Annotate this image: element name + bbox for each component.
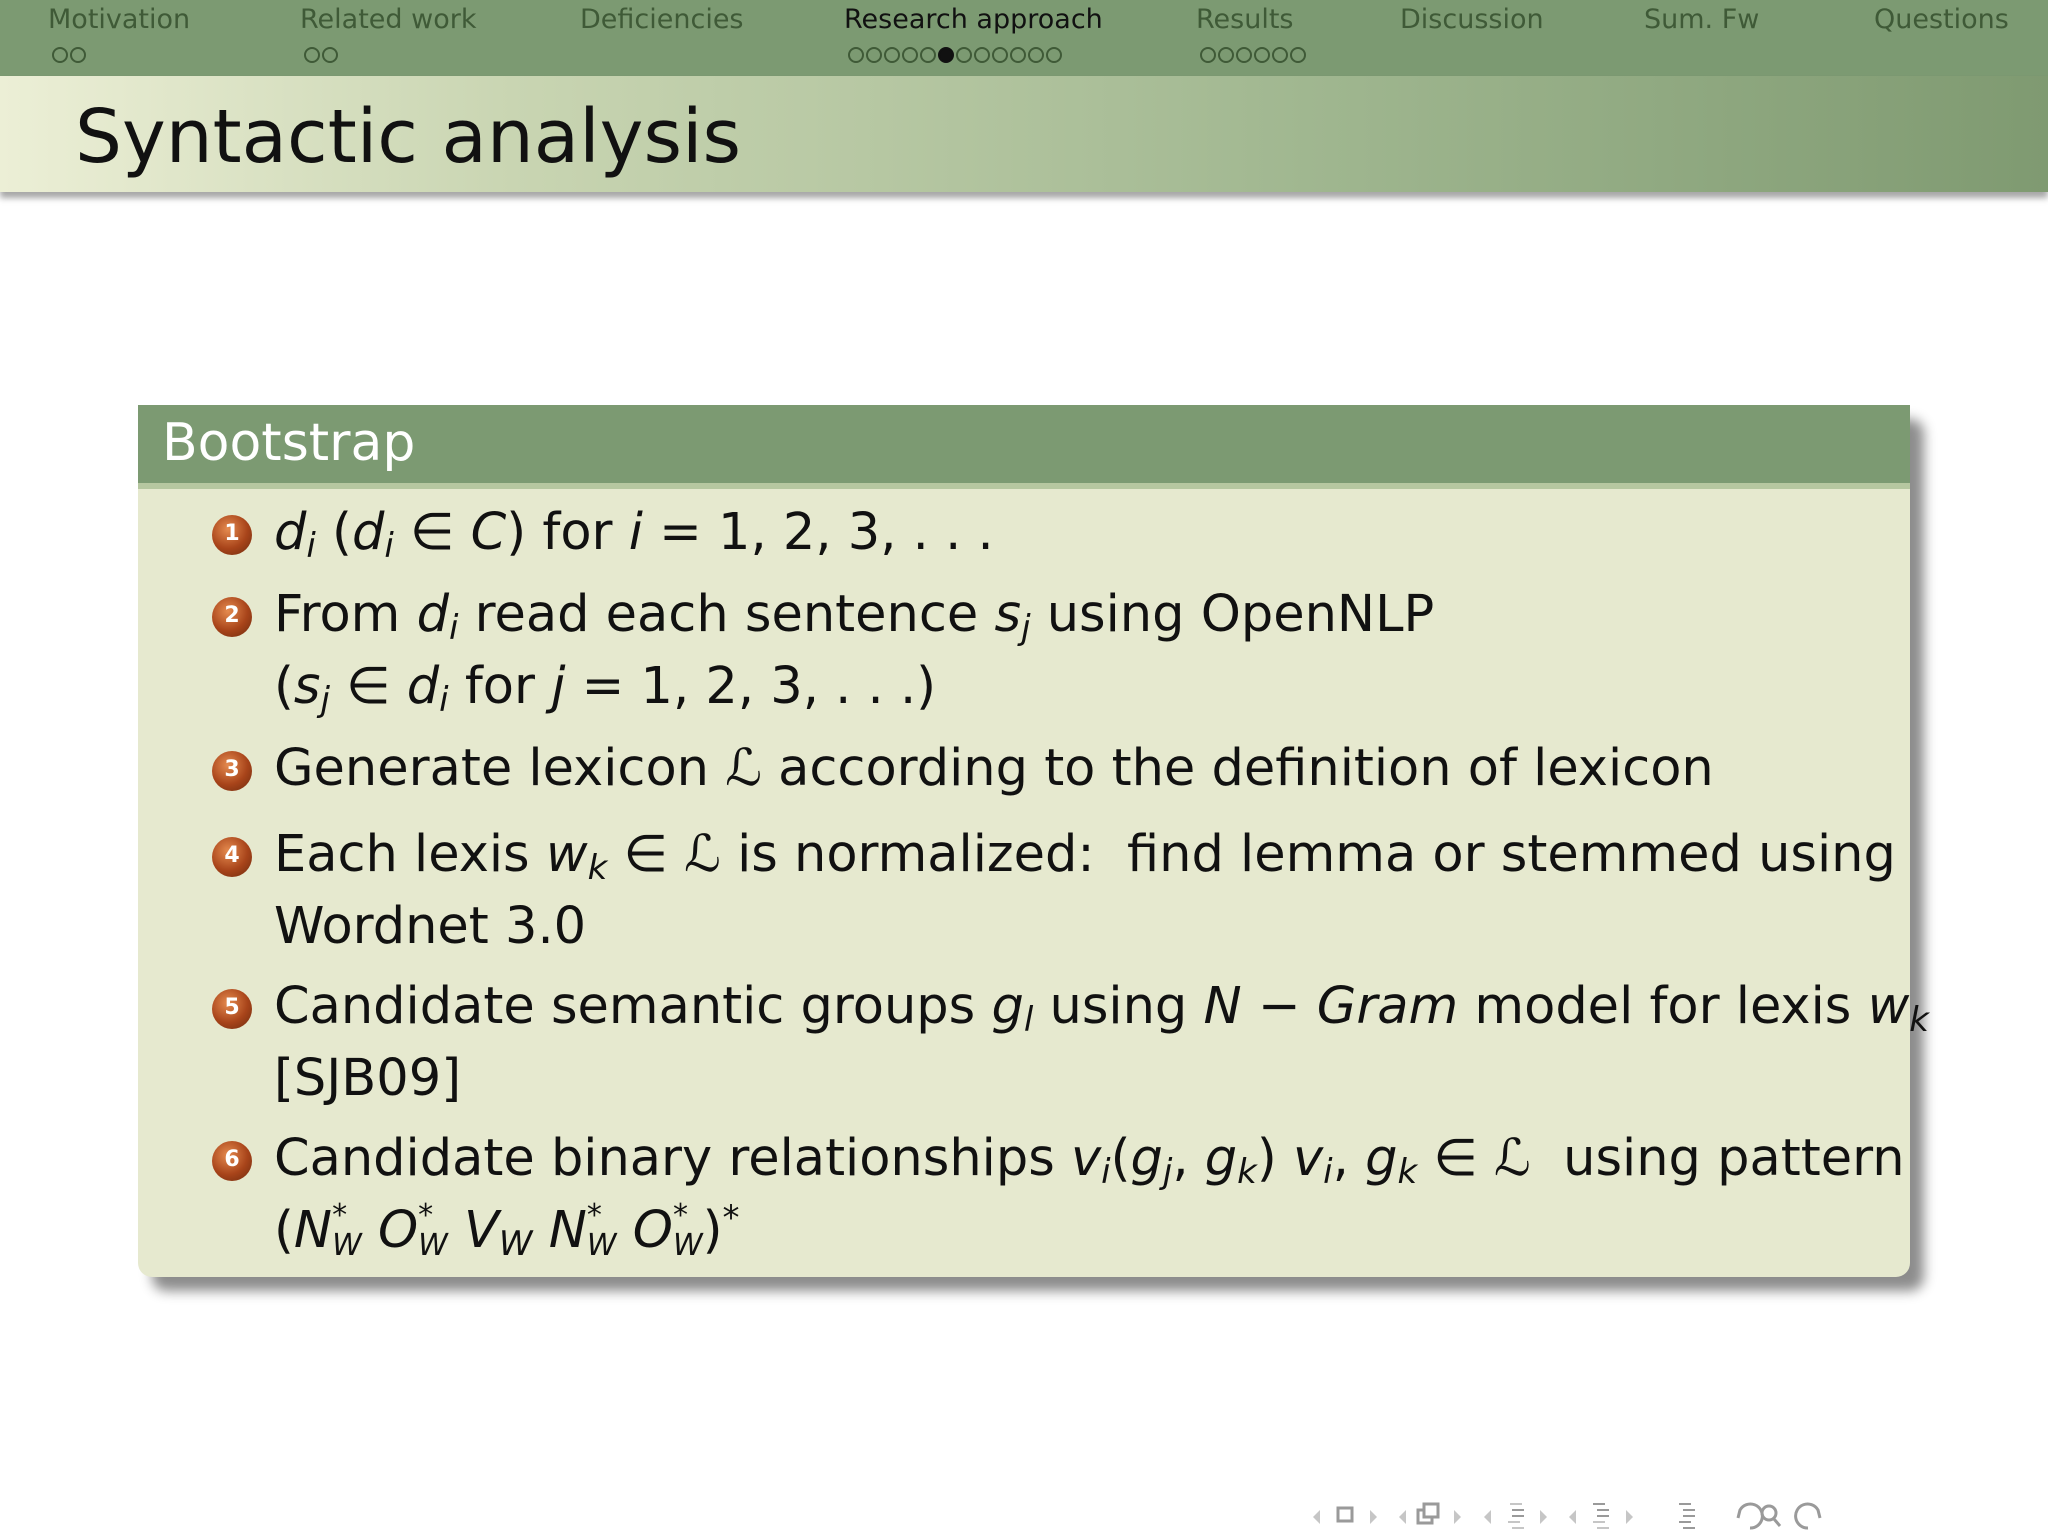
nav-frame-dots: [848, 44, 1064, 68]
frame-dot[interactable]: [1236, 47, 1252, 63]
section-navigation: [0, 0, 2048, 76]
frame-dot[interactable]: [1218, 47, 1234, 63]
numbered-ball-bullet: 1: [212, 515, 252, 555]
sup-sub-stack: [586, 1198, 617, 1263]
item-text: = 1, 2, 3, . . .: [642, 503, 994, 562]
item-text: [362, 1201, 378, 1260]
item-text: i: [306, 526, 316, 566]
frame-title-bar: [0, 76, 2048, 192]
item-text: Candidate binary relationships: [274, 1129, 1071, 1188]
item-text: *: [332, 1198, 348, 1233]
frame-dot[interactable]: [52, 47, 68, 63]
item-text: (: [274, 1201, 294, 1260]
item-text: i: [1101, 1152, 1111, 1192]
item-text: *: [418, 1198, 434, 1233]
nav-frame-dots: [304, 44, 340, 68]
item-line: [274, 891, 1896, 963]
sup-sub-stack: [332, 1198, 362, 1263]
item-text: (: [315, 503, 352, 562]
frame-dot[interactable]: [938, 47, 954, 63]
item-text: i: [628, 503, 643, 562]
numbered-ball-bullet: 5: [212, 989, 252, 1029]
frame-dot[interactable]: [866, 47, 882, 63]
nav-section-related-work[interactable]: Related work: [300, 4, 477, 35]
item-text: k: [1237, 1152, 1257, 1192]
item-text: Wordnet 3.0: [274, 897, 587, 956]
item-text: according to the definition of lexicon: [761, 739, 1714, 798]
item-text: *: [722, 1198, 740, 1238]
item-text: −: [1241, 977, 1317, 1036]
nav-section-sum-fw[interactable]: Sum. Fw: [1644, 4, 1760, 35]
frame-dot[interactable]: [902, 47, 918, 63]
item-text: Each lexis: [274, 825, 546, 884]
sup-sub-stack: [672, 1198, 703, 1263]
list-item: [224, 1123, 1905, 1267]
item-text: Candidate semantic groups: [274, 977, 992, 1036]
item-text: [617, 1201, 633, 1260]
item-text: using pattern: [1530, 1129, 1905, 1188]
item-text: d: [351, 503, 385, 562]
item-line: [274, 1043, 1929, 1115]
item-text: ): [1256, 1129, 1293, 1188]
item-line: [274, 1123, 1905, 1195]
item-text: read each sentence: [458, 585, 995, 644]
item-text: k: [1909, 1000, 1929, 1040]
item-text: j: [551, 657, 566, 716]
item-text: W: [586, 1228, 617, 1263]
item-text: d: [274, 503, 307, 562]
item-text: v: [1292, 1129, 1324, 1188]
item-text: *: [586, 1198, 602, 1233]
nav-toc-icon[interactable]: [1679, 1503, 1695, 1529]
item-text: [448, 1201, 464, 1260]
nav-section-icon[interactable]: [1484, 1503, 1547, 1529]
item-text: N: [1203, 977, 1242, 1036]
nav-frame-dots: [1200, 44, 1308, 68]
frame-dot[interactable]: [884, 47, 900, 63]
item-text: Gram: [1316, 977, 1459, 1036]
numbered-ball-bullet: 6: [212, 1141, 252, 1181]
item-text: (: [274, 657, 294, 716]
nav-frame-icon[interactable]: [1313, 1508, 1377, 1524]
item-line: [274, 1195, 1905, 1267]
frame-dot[interactable]: [920, 47, 936, 63]
item-text: ∈: [607, 825, 685, 884]
bootstrap-block: [138, 405, 1929, 1277]
item-text: [SJB09]: [274, 1049, 462, 1108]
nav-section-results[interactable]: Results: [1196, 4, 1294, 35]
item-line: [274, 819, 1896, 891]
nav-frame-dots: [52, 44, 88, 68]
item-text: W: [672, 1228, 703, 1263]
item-text: W: [332, 1228, 362, 1263]
beamer-navigation-symbols: [1300, 1480, 2048, 1536]
frame-dot[interactable]: [1254, 47, 1270, 63]
nav-section-deficiencies[interactable]: Deficiencies: [580, 4, 744, 35]
item-line: [274, 497, 994, 569]
frame-dot[interactable]: [974, 47, 990, 63]
block-title: Bootstrap: [138, 405, 1910, 489]
item-text: l: [1023, 1000, 1034, 1040]
item-text: g: [1365, 1129, 1398, 1188]
item-line: [274, 733, 1714, 805]
item-text: i: [384, 526, 394, 566]
list-item: [224, 819, 1896, 963]
frame-dot[interactable]: [304, 47, 320, 63]
item-text: s: [293, 657, 321, 716]
item-text: i: [439, 680, 449, 720]
item-text: ): [702, 1201, 723, 1260]
item-text: i: [1323, 1152, 1333, 1192]
item-text: W: [498, 1224, 533, 1264]
item-line: [274, 971, 1929, 1043]
item-text: ∈: [1417, 1129, 1494, 1188]
frame-dot[interactable]: [1010, 47, 1026, 63]
item-text: k: [1397, 1152, 1418, 1192]
list-item: [224, 497, 994, 569]
nav-section-discussion[interactable]: Discussion: [1400, 4, 1544, 35]
item-text: ,: [1172, 1129, 1205, 1188]
frame-dot[interactable]: [1200, 47, 1216, 63]
item-text: g: [1130, 1129, 1163, 1188]
numbered-ball-bullet: 3: [212, 751, 252, 791]
item-text: ℒ: [725, 739, 762, 798]
nav-search-icon[interactable]: [1762, 1506, 1780, 1526]
item-text: V: [464, 1201, 499, 1260]
item-text: d: [416, 585, 449, 644]
nav-presentation-icon[interactable]: [1569, 1503, 1633, 1529]
nav-back-icon[interactable]: [1738, 1504, 1762, 1528]
item-text: j: [1162, 1152, 1173, 1192]
item-text: w: [545, 825, 588, 884]
item-text: i: [448, 608, 459, 648]
frame-dot[interactable]: [70, 47, 86, 63]
item-text: O: [377, 1201, 419, 1260]
item-text: w: [1867, 977, 1910, 1036]
item-text: Generate lexicon: [274, 739, 726, 798]
item-text: is normalized: find lemma or stemmed using: [720, 825, 1896, 884]
frame-dot[interactable]: [956, 47, 972, 63]
item-text: g: [1204, 1129, 1238, 1188]
frame-dot[interactable]: [1290, 47, 1306, 63]
nav-subsection-icon[interactable]: [1399, 1504, 1461, 1524]
item-text: ∈: [393, 503, 471, 562]
item-text: model for lexis: [1458, 977, 1868, 1036]
item-text: ,: [1332, 1129, 1366, 1188]
item-text: for: [448, 657, 552, 716]
item-text: g: [991, 977, 1024, 1036]
item-text: ℒ: [684, 825, 721, 884]
item-text: j: [320, 680, 330, 720]
nav-section-motivation[interactable]: Motivation: [48, 4, 191, 35]
list-item: [224, 971, 1929, 1115]
item-text: ) for: [506, 503, 629, 562]
list-item: [224, 733, 1714, 805]
item-text: N: [548, 1201, 587, 1260]
frame-dot[interactable]: [848, 47, 864, 63]
item-text: (: [1110, 1129, 1131, 1188]
item-text: s: [994, 585, 1022, 644]
numbered-ball-bullet: 4: [212, 837, 252, 877]
item-text: k: [587, 848, 608, 888]
item-text: O: [632, 1201, 673, 1260]
item-text: j: [1021, 608, 1031, 648]
slide-title: Syntactic analysis: [75, 94, 742, 180]
item-text: From: [274, 585, 417, 644]
item-text: d: [406, 657, 440, 716]
item-text: using: [1033, 977, 1204, 1036]
item-line: [274, 651, 1434, 723]
frame-dot[interactable]: [1046, 47, 1062, 63]
frame-dot[interactable]: [1272, 47, 1288, 63]
sup-sub-stack: [418, 1198, 448, 1263]
item-text: v: [1070, 1129, 1102, 1188]
item-text: *: [672, 1198, 688, 1233]
list-item: [224, 579, 1435, 723]
numbered-ball-bullet: 2: [212, 597, 252, 637]
item-text: ℒ: [1494, 1129, 1531, 1188]
frame-dot[interactable]: [992, 47, 1008, 63]
item-text: W: [418, 1228, 448, 1263]
item-line: [274, 579, 1434, 651]
item-text: [533, 1201, 549, 1260]
item-text: C: [470, 503, 507, 562]
item-text: N: [293, 1201, 333, 1260]
frame-dot[interactable]: [322, 47, 338, 63]
nav-forward-icon[interactable]: [1796, 1504, 1820, 1528]
item-text: ∈: [329, 657, 407, 716]
item-text: = 1, 2, 3, . . .): [565, 657, 937, 716]
item-text: using OpenNLP: [1030, 585, 1435, 644]
nav-section-research-approach[interactable]: Research approach: [844, 4, 1103, 35]
frame-dot[interactable]: [1028, 47, 1044, 63]
nav-section-questions[interactable]: Questions: [1874, 4, 2009, 35]
